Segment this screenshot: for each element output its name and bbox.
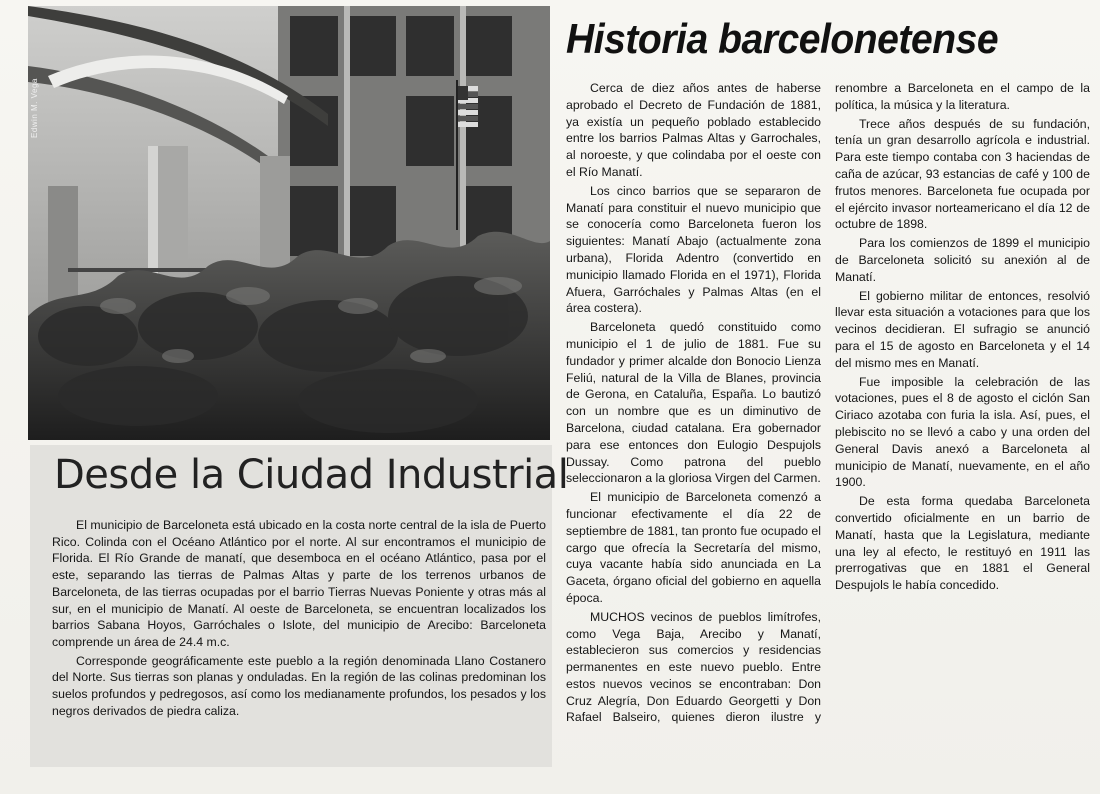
right-paragraph: MUCHOS vecinos de pueblos limítrofes, como Vega Baja, Arecibo y Manatí, establecieron sus comercios y residencias permanentes en este nuevo pueblo. Entre estos nuevos vecinos se encontraban: Don Cruz Alegría, Don Eduardo Georgetti y Don Rafael Balseiro, quienes dieron ilustre y renombre a Barceloneta en el campo de la política, la música y la literatura. xyxy=(566,81,1090,725)
right-paragraph: De esta forma quedaba Barceloneta convertido oficialmente en un barrio de Manatí, hasta que la Legislatura, mediante una ley al efecto, le restituyó en 1911 las prerrogativas que en 1881 el General Despujols le había concedido. xyxy=(835,494,1090,593)
right-paragraph: El gobierno militar de entonces, resolvió llevar esta situación a votaciones para que los vecinos decidieran. El sufragio se anunció para el 15 de agosto en Barceloneta y el 14 del mismo mes en Manatí. xyxy=(835,288,1090,370)
right-article-body xyxy=(566,80,1090,750)
right-paragraph: El municipio de Barceloneta comenzó a funcionar efectivamente el día 22 de septiembre de 1881, tan pronto fue ocupado el cargo que ofrecía la Secretaría del mismo, cuya vacante había sido anunciada en La Gaceta, órgano oficial del gobierno en aquella época. xyxy=(566,490,822,605)
right-paragraph: Fue imposible la celebración de las votaciones, pues el 8 de agosto el ciclón San Ciriaco azotaba con furia la isla. Así, pues, el plebiscito no se llevó a cabo y una orden del General Davis anexó a Barceloneta al municipio de Manatí, nuevamente, en el año 1900. xyxy=(835,374,1090,490)
left-paragraph: Corresponde geográficamente este pueblo a la región denominada Llano Costanero del Norte. Sus tierras son planas y onduladas. En la región de las colinas predominan los suelos profundos y pedregosos, así como los medianamente profundos, los pesados y los negros derivados de piedra caliza. xyxy=(52,653,546,718)
left-article xyxy=(30,445,569,767)
left-article-body xyxy=(52,517,546,721)
architecture-photo xyxy=(28,6,550,440)
right-paragraph: Para los comienzos de 1899 el municipio de Barceloneta solicitó su anexión al de Manatí. xyxy=(835,236,1090,284)
photo-credit: Edwin M. Vega xyxy=(30,78,39,138)
right-paragraph: Los cinco barrios que se separaron de Manatí para constituir el nuevo municipio que se conocería como Barceloneta fueron los siguientes: Manatí Abajo (actualmente zona urbana), Florida Adentro (convertido en municipio llamado Florida en el 1971), Florida Afuera, Garróchales y Palmas Altas (en el área costera). xyxy=(566,183,821,316)
right-article-headline: Historia barcelonetense xyxy=(566,15,999,62)
photo-illustration xyxy=(28,6,550,440)
right-paragraph: Barceloneta quedó constituido como municipio el 1 de julio de 1881. Fue su fundador y primer alcalde don Bonocio Lienza Feliú, natural de la Villa de Blanes, provincia de Gerona, en Cataluña, España. Lo bautizó con un nombre que es un diminutivo de Barcelona, ciudad catalana. Era gobernador para ese entonces don Eulogio Despujols Dussay. Como patrona del pueblo seleccionaron a la gloriosa Virgen del Carmen. xyxy=(566,320,821,486)
left-paragraph: El municipio de Barceloneta está ubicado en la costa norte central de la isla de Puerto Rico. Colinda con el Océano Atlántico por el norte. Al sur encontramos el municipio de Florida. El Río Grande de manatí, que desemboca en el océano Atlántico, pasa por el este, separando las tierras de Palmas Altas y parte de los terrenos urbanos de Barceloneta, de las tierras ocupadas por el barrio Tierras Nuevas Poniente y otras más al sur, en el municipio de Manatí. Al oeste de Barceloneta, se encuentran localizados los barrios Sabana Hoyos, Garróchales o Islote, del municipio de Arecibo: Barceloneta comprende un área de 24.4 m.c. xyxy=(52,518,546,649)
right-paragraph: Cerca de diez años antes de haberse aprobado el Decreto de Fundación de 1881, ya existía un pequeño poblado establecido entre los barrios Palmas Altas y Garrochales, al noroeste, y que colindaba por el oeste con el Río Manatí. xyxy=(566,81,821,179)
left-article-headline: Desde la Ciudad Industrial xyxy=(54,452,569,498)
right-paragraph: Trece años después de su fundación, tenía un gran desarrollo agrícola e industrial. Para este tiempo contaba con 3 haciendas de caña de azúcar, 93 estancias de café y 100 de frutos menores. Barceloneta fue ocupada por el ejército invasor norteamericano el día 12 de octubre de 1898. xyxy=(835,116,1090,232)
